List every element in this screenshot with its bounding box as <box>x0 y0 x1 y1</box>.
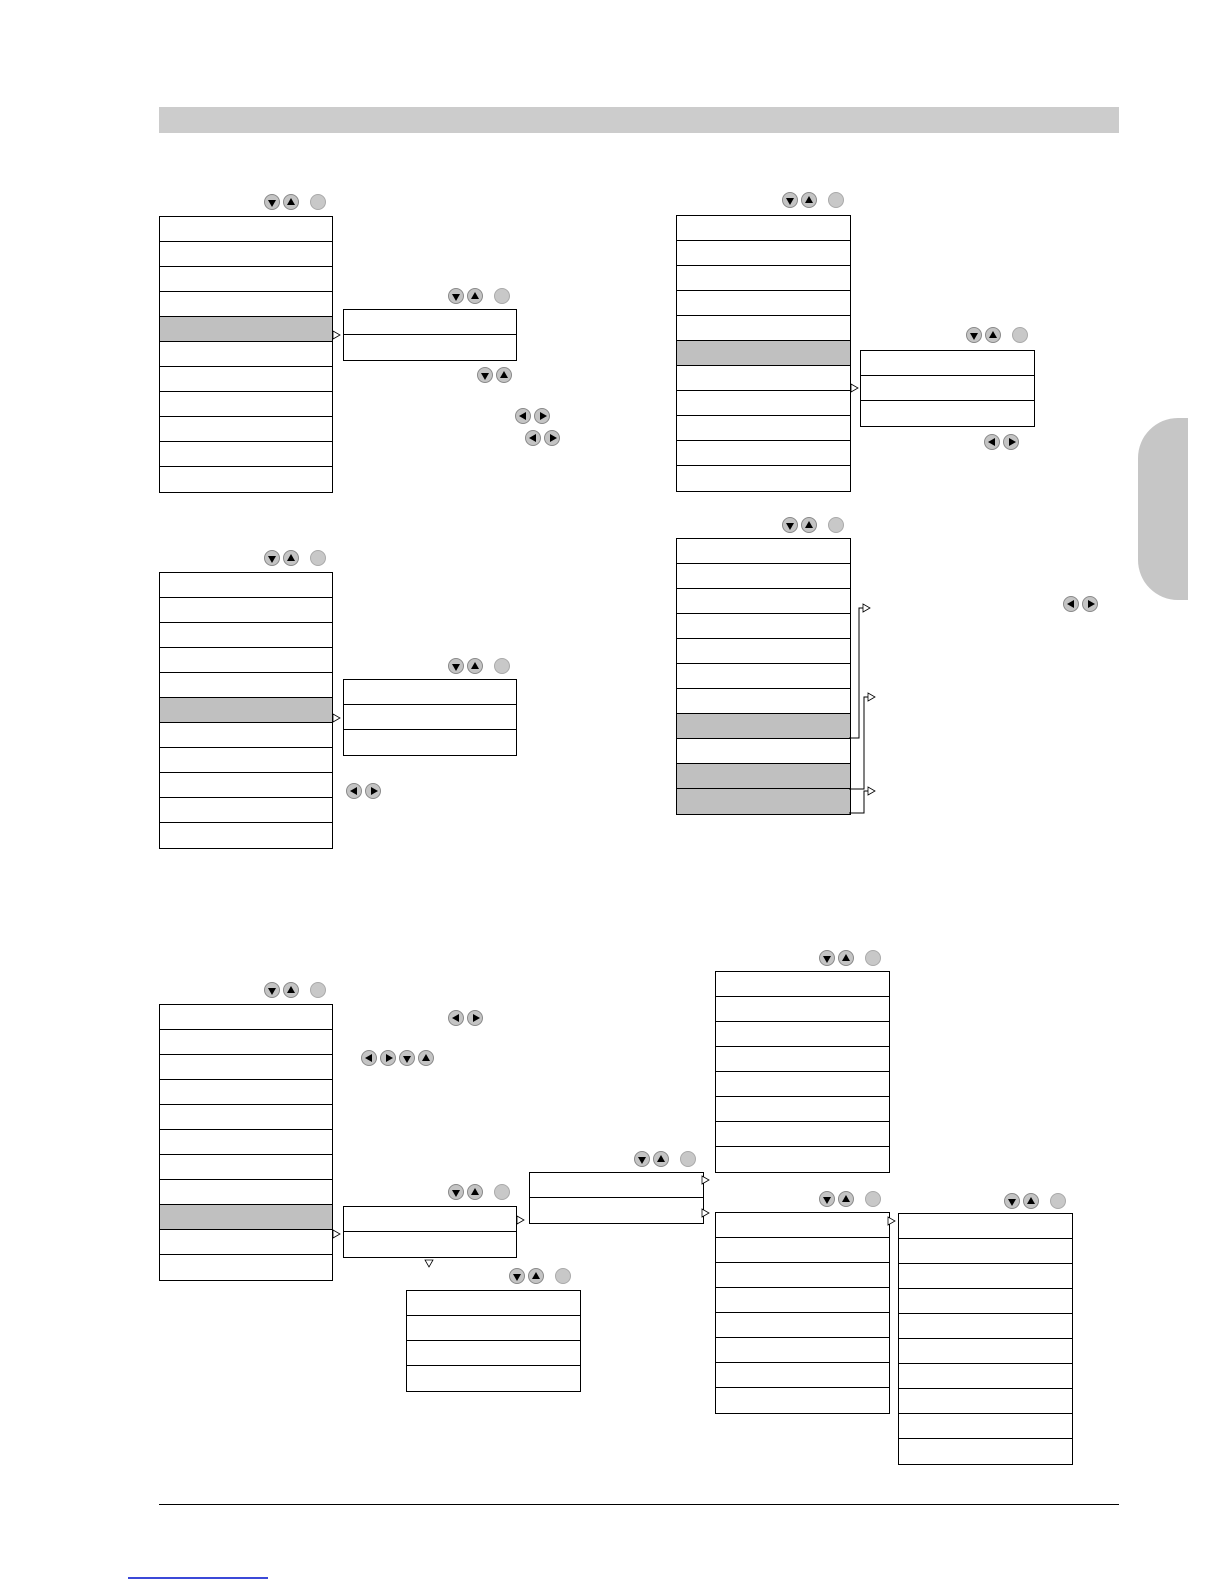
connector-arrow <box>333 714 340 722</box>
connector-arrow <box>702 1209 709 1217</box>
connector-arrow <box>333 331 340 339</box>
footer-link-underline <box>128 1577 268 1579</box>
connector-arrow <box>888 1217 895 1225</box>
connector-arrow <box>868 693 875 701</box>
connector-arrow <box>851 384 858 392</box>
connector-arrow <box>863 604 870 612</box>
connector-arrow <box>425 1260 433 1267</box>
connector-arrow <box>333 1230 340 1238</box>
connector-arrow <box>868 787 875 795</box>
connector-arrow <box>517 1216 524 1224</box>
connector-arrow <box>702 1176 709 1184</box>
footer-rule <box>159 1504 1119 1505</box>
